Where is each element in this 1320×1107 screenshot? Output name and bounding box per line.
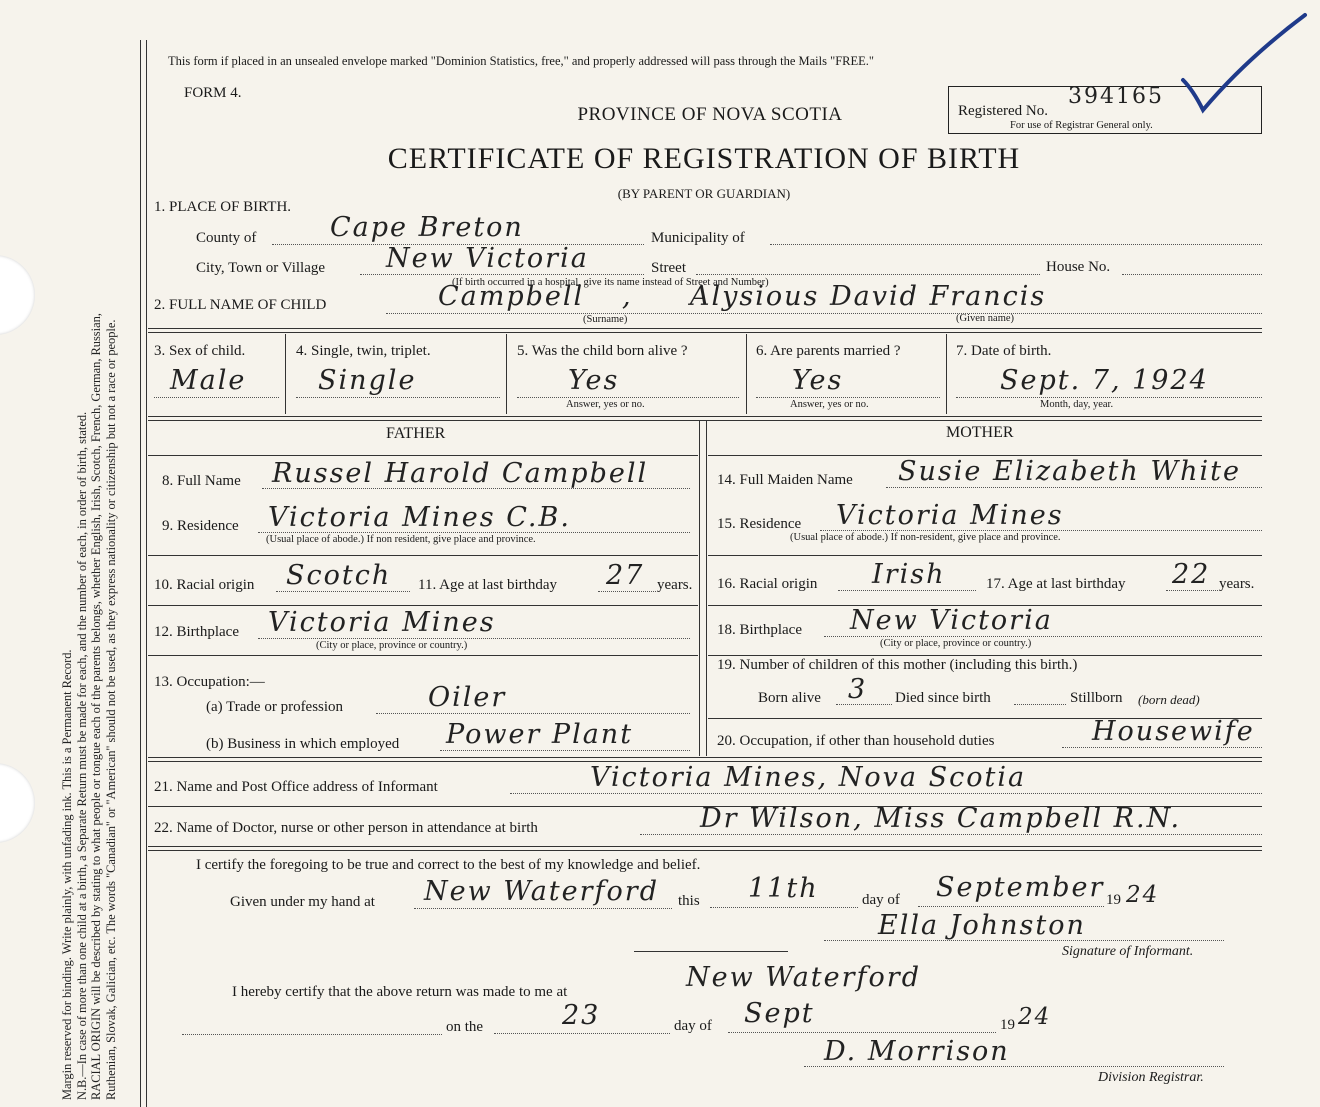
section-rule [148,846,1262,851]
informant-signature[interactable]: Ella Johnston [878,910,1086,941]
binding-hole [0,255,35,335]
row-rule [148,605,698,606]
mail-note: This form if placed in an unsealed envelope marked "Dominion Statistics, free," and properly addressed will pass through the Mails "FREE." [168,54,875,68]
mother-birthplace-value[interactable]: New Victoria [850,605,1053,636]
dob-label: 7. Date of birth. [956,343,1052,359]
father-residence-value[interactable]: Victoria Mines C.B. [268,502,571,533]
margin-line: Margin reserved for binding. Write plainly, with unfading ink. This is a Permanent Record. [60,649,74,1100]
cell-divider [746,334,747,414]
born-alive-value[interactable]: 3 [848,674,868,705]
place-heading: 1. PLACE OF BIRTH. [154,199,292,215]
day-line [710,907,858,908]
row-rule [148,455,698,456]
surname-note: (Surname) [583,314,628,325]
margin-rule [146,40,147,1107]
day-value[interactable]: 11th [748,873,819,904]
father-occupation-label: 13. Occupation:— [154,674,265,690]
section-rule [148,328,1262,333]
mother-heading: MOTHER [946,424,1014,441]
trade-line [376,713,690,714]
business-line [440,750,690,751]
page-title: CERTIFICATE OF REGISTRATION OF BIRTH [387,142,1021,175]
multiplicity-label: 4. Single, twin, triplet. [296,343,431,359]
mother-name-value[interactable]: Susie Elizabeth White [898,456,1241,487]
father-age-value[interactable]: 27 [606,560,645,591]
father-racial-value[interactable]: Scotch [286,560,392,591]
mother-birthplace-label: 18. Birthplace [717,622,802,638]
row-rule [708,655,1262,656]
given-place-value[interactable]: New Waterford [424,876,659,907]
check-mark-icon [1175,10,1310,120]
child-surname[interactable]: Campbell [438,281,585,312]
year-prefix: 19 [1106,892,1121,908]
binding-hole [0,763,35,843]
dob-value[interactable]: Sept. 7, 1924 [1000,365,1209,396]
province-heading: PROVINCE OF NOVA SCOTIA [577,104,843,125]
county-value[interactable]: Cape Breton [330,212,524,243]
business-label: (b) Business in which employed [206,736,400,752]
alive-value[interactable]: Yes [568,365,620,396]
margin-line: RACIAL ORIGIN will be described by stating to what people or tongue each of the parents belongs, whether English, Irish, Scotch, French, German, Russian, [89,313,104,1100]
registrar-blank-line [182,1034,442,1035]
reg-year-value[interactable]: 24 [1018,1004,1052,1030]
short-rule [634,951,788,952]
father-age-line [598,591,656,592]
trade-value[interactable]: Oiler [428,682,507,713]
mother-birthplace-note: (City or place, province or country.) [880,638,1032,649]
alive-note: Answer, yes or no. [566,399,645,410]
dob-line [956,397,1262,398]
on-the-label: on the [446,1019,484,1035]
informant-label: 21. Name and Post Office address of Informant [154,779,438,795]
house-label: House No. [1046,259,1111,275]
year-value[interactable]: 24 [1126,882,1160,908]
street-line [696,274,1040,275]
reg-day-value[interactable]: 23 [562,1000,601,1031]
sex-label: 3. Sex of child. [154,343,246,359]
dob-note: Month, day, year. [1040,399,1114,410]
column-divider [699,420,700,756]
father-residence-label: 9. Residence [162,518,239,534]
margin-instructions [60,40,146,1100]
informant-signature-label: Signature of Informant. [1062,944,1194,959]
row-rule [148,555,698,556]
doctor-label: 22. Name of Doctor, nurse or other person in attendance at birth [154,820,538,836]
reg-day-of-label: day of [674,1018,712,1034]
reg-month-value[interactable]: Sept [744,998,815,1029]
child-name-line [386,313,1262,314]
father-birthplace-value[interactable]: Victoria Mines [268,607,496,638]
father-age-label: 11. Age at last birthday [418,577,557,593]
father-racial-line [276,591,410,592]
given-name-note: (Given name) [956,313,1015,324]
father-years-label: years. [657,577,693,593]
father-heading: FATHER [386,425,446,442]
city-label: City, Town or Village [196,260,326,276]
doctor-line [640,834,1262,835]
county-label: County of [196,230,257,246]
cell-divider [506,334,507,414]
business-value[interactable]: Power Plant [446,719,634,750]
sex-line [154,397,279,398]
father-name-value[interactable]: Russel Harold Campbell [272,458,649,489]
house-line [1122,274,1262,275]
died-line [1014,704,1066,705]
reg-year-prefix: 19 [1000,1017,1015,1033]
mother-occupation-label: 20. Occupation, if other than household duties [717,733,995,749]
stillborn-note: (born dead) [1138,692,1200,707]
doctor-value[interactable]: Dr Wilson, Miss Campbell R.N. [700,803,1182,834]
father-birthplace-line [258,638,690,639]
child-name-label: 2. FULL NAME OF CHILD [154,297,327,313]
cell-divider [285,334,286,414]
day-of-label: day of [862,892,900,908]
month-value[interactable]: September [936,872,1105,903]
registrar-statement: I hereby certify that the above return was made to me at [232,984,568,1000]
form-number: FORM 4. [184,85,242,101]
column-divider [706,420,707,756]
registrar-note: For use of Registrar General only. [1010,120,1153,131]
multiplicity-value[interactable]: Single [318,365,417,396]
margin-rule [140,40,141,1107]
mother-age-line [1166,590,1218,591]
reg-day-line [494,1033,670,1034]
city-line [360,274,644,275]
born-alive-label: Born alive [758,690,821,706]
hospital-note: (If birth occurred in a hospital, give its name instead of Street and Number) [452,277,769,288]
given-place-line [414,908,672,909]
trade-label: (a) Trade or profession [206,699,344,715]
given-label: Given under my hand at [230,894,375,910]
mother-residence-value[interactable]: Victoria Mines [836,500,1064,531]
comma: , [622,281,633,312]
city-value[interactable]: New Victoria [386,243,589,274]
father-birthplace-note: (City or place, province or country.) [316,640,468,651]
registrar-place[interactable]: New Waterford [686,962,921,993]
margin-line: Ruthenian, Slovak, Galician, etc. The words "Canadian" or "American" should not be used, as they express nationality or citizenship but not a race or people. [103,319,118,1100]
informant-value[interactable]: Victoria Mines, Nova Scotia [590,762,1027,793]
alive-line [517,397,739,398]
informant-line [510,793,1262,794]
row-rule [148,655,698,656]
mother-racial-line [838,590,976,591]
mother-occupation-value[interactable]: Housewife [1092,716,1255,747]
this-label: this [678,893,700,909]
father-racial-label: 10. Racial origin [154,577,255,593]
margin-line: N.B.—In case of more than one child at a birth, a Separate Return must be made for each, and the number of each, in order of birth, stated. [74,411,89,1100]
alive-label: 5. Was the child born alive ? [517,343,688,359]
municipality-label: Municipality of [651,230,745,246]
father-name-label: 8. Full Name [162,473,241,489]
married-label: 6. Are parents married ? [756,343,901,359]
died-label: Died since birth [895,690,991,706]
mother-racial-label: 16. Racial origin [717,576,818,592]
reg-month-line [728,1032,996,1033]
mother-birthplace-line [824,636,1262,637]
children-count-label: 19. Number of children of this mother (including this birth.) [717,657,1078,673]
registered-number: 394165 [1068,84,1164,109]
section-rule [148,416,1262,421]
mother-residence-label: 15. Residence [717,516,802,532]
street-label: Street [651,260,686,276]
registrar-signature[interactable]: D. Morrison [824,1036,1010,1067]
child-given-name[interactable]: Alysious David Francis [690,281,1047,312]
father-residence-note: (Usual place of abode.) If non resident, give place and province. [266,534,536,545]
certify-statement: I certify the foregoing to be true and correct to the best of my knowledge and belief. [196,857,701,873]
month-line [918,906,1104,907]
married-note: Answer, yes or no. [790,399,869,410]
sex-value[interactable]: Male [170,365,247,396]
division-registrar-label: Division Registrar. [1098,1070,1204,1085]
married-line [756,397,940,398]
stillborn-label: Stillborn [1070,690,1123,706]
mother-racial-value[interactable]: Irish [872,559,946,590]
cell-divider [946,334,947,414]
row-rule [708,555,1262,556]
registered-label: Registered No. [958,103,1048,119]
mother-name-line [886,487,1262,488]
multiplicity-line [296,397,500,398]
municipality-line [770,244,1262,245]
mother-age-label: 17. Age at last birthday [986,576,1126,592]
page-subtitle: (BY PARENT OR GUARDIAN) [617,186,791,201]
mother-years-label: years. [1219,576,1255,592]
married-value[interactable]: Yes [792,365,844,396]
father-birthplace-label: 12. Birthplace [154,624,239,640]
mother-age-value[interactable]: 22 [1172,559,1211,590]
mother-occupation-line [1062,747,1262,748]
mother-residence-note: (Usual place of abode.) If non-resident, give place and province. [790,532,1061,543]
mother-name-label: 14. Full Maiden Name [717,472,853,488]
